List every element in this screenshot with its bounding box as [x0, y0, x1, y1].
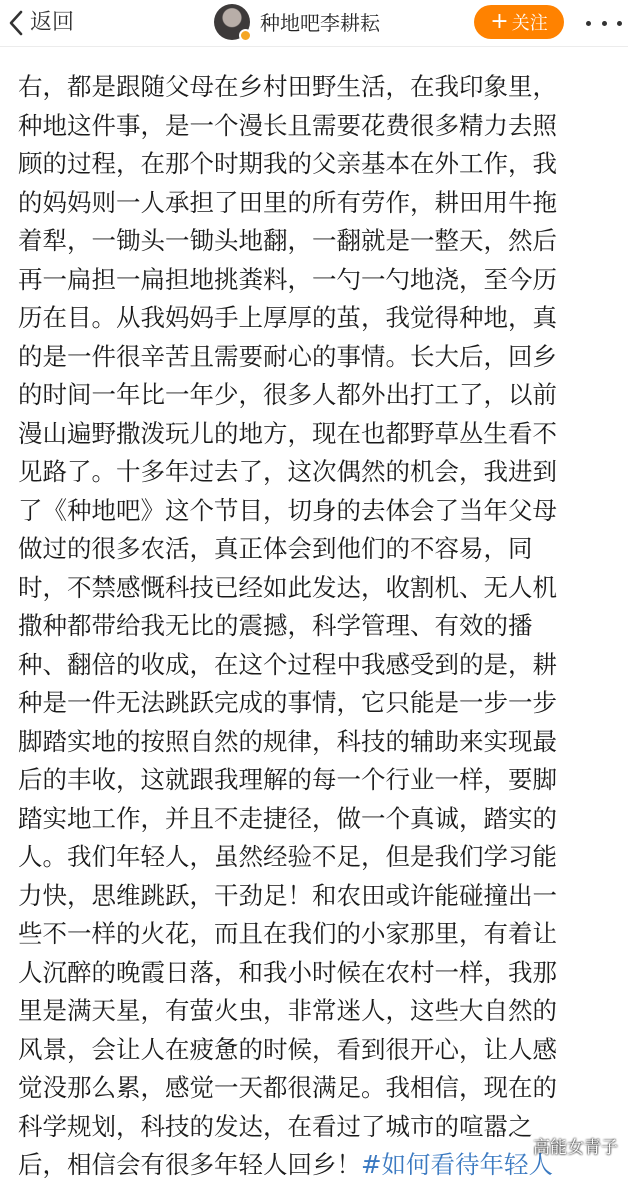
- plus-icon: +: [490, 9, 509, 34]
- post-body-text: [18, 68, 612, 1185]
- post-line-text: 后，相信会有很多年轻人回乡！: [18, 1150, 361, 1179]
- post-last-line: [18, 1146, 612, 1185]
- post-line: 脚踏实地的按照自然的规律，科技的辅助来实现最: [18, 726, 557, 756]
- watermark: 高能女青子: [533, 1138, 618, 1158]
- post-line: 风景，会让人在疲惫的时候，看到很开心，让人感: [18, 1034, 557, 1064]
- post-line: 漫山遍野撒泼玩儿的地方，现在也都野草丛生看不: [18, 418, 557, 448]
- account-name[interactable]: 种地吧李耕耘: [260, 11, 380, 35]
- top-navigation-bar: [0, 0, 628, 47]
- post-line: 人。我们年轻人，虽然经验不足，但是我们学习能: [18, 842, 557, 871]
- more-dots-icon: [586, 21, 591, 26]
- post-line: 做过的很多农活，真正体会到他们的不容易，同: [18, 534, 533, 563]
- post-line: 时，不禁感慨科技已经如此发达，收割机、无人机: [18, 572, 557, 602]
- avatar[interactable]: [214, 4, 250, 40]
- chevron-left-icon: [8, 10, 24, 36]
- post-line: 科学规划，科技的发达，在看过了城市的喧嚣之: [18, 1111, 533, 1141]
- more-options-button[interactable]: [586, 8, 622, 38]
- post-line: 踏实地工作，并且不走捷径，做一个真诚，踏实的: [18, 803, 557, 833]
- more-dots-icon: [602, 21, 607, 26]
- back-label: 返回: [30, 10, 75, 35]
- post-line: 人沉醉的晚霞日落，和我小时候在农村一样，我那: [18, 957, 557, 987]
- post-line: 种地这件事，是一个漫长且需要花费很多精力去照: [18, 110, 557, 140]
- post-line: 的妈妈则一人承担了田里的所有劳作，耕田用牛拖: [18, 187, 557, 217]
- post-line: 觉没那么累，感觉一天都很满足。我相信，现在的: [18, 1073, 557, 1102]
- post-line: 种是一件无法跳跃完成的事情，它只能是一步一步: [18, 688, 557, 717]
- post-line: 了《种地吧》这个节目，切身的去体会了当年父母: [18, 495, 557, 525]
- post-line: 着犁，一锄头一锄头地翻，一翻就是一整天，然后: [18, 226, 557, 255]
- follow-label: 关注: [511, 13, 548, 34]
- post-line: 见路了。十多年过去了，这次偶然的机会，我进到: [18, 457, 557, 486]
- post-line: 种、翻倍的收成，在这个过程中我感受到的是，耕: [18, 649, 557, 679]
- post-line: 历在目。从我妈妈手上厚厚的茧，我觉得种地，真: [18, 303, 557, 332]
- hashtag-link[interactable]: #如何看待年轻人: [361, 1150, 554, 1179]
- post-line: 的是一件很辛苦且需要耐心的事情。长大后，回乡: [18, 341, 557, 371]
- post-line: 再一扁担一扁担地挑粪料，一勺一勺地浇，至今历: [18, 264, 557, 294]
- back-button[interactable]: [8, 7, 74, 39]
- post-line: 顾的过程，在那个时期我的父亲基本在外工作，我: [18, 149, 557, 178]
- post-line: 力快，思维跳跃，干劲足！和农田或许能碰撞出一: [18, 880, 557, 910]
- post-line: 右，都是跟随父母在乡村田野生活，在我印象里，: [18, 72, 557, 101]
- post-line: 撒种都带给我无比的震撼，科学管理、有效的播: [18, 611, 533, 640]
- post-line: 些不一样的火花，而且在我们的小家那里，有着让: [18, 919, 557, 948]
- more-dots-icon: [617, 21, 622, 26]
- post-line: 后的丰收，这就跟我理解的每一个行业一样，要脚: [18, 765, 557, 794]
- verified-badge-icon: [239, 29, 252, 42]
- follow-button[interactable]: [474, 5, 564, 39]
- post-line: 的时间一年比一年少，很多人都外出打工了，以前: [18, 380, 557, 409]
- post-line: 里是满天星，有萤火虫，非常迷人，这些大自然的: [18, 996, 557, 1025]
